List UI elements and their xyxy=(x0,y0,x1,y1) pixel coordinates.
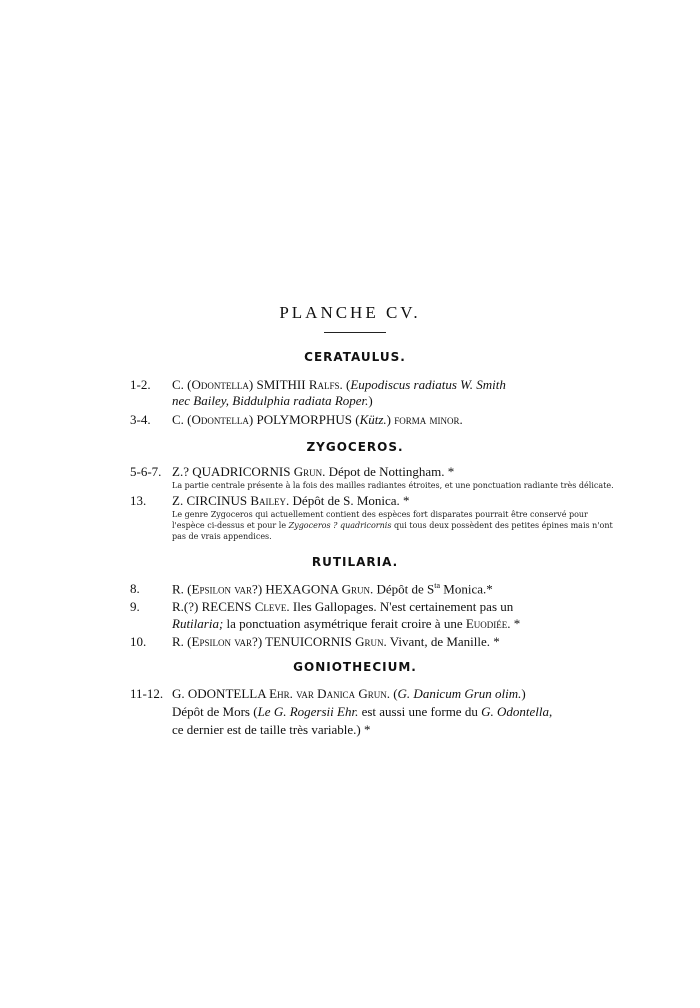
entry-number: 8. xyxy=(130,581,140,596)
entry-number: 10. xyxy=(130,634,147,649)
entry-note: l'espèce ci-dessus et pour le Zygoceros ? quadricornis qui tous deux possèdent des petites épines mais n'ont xyxy=(172,521,613,530)
entry-note: La partie centrale présente à la fois des mailles radiantes étroites, et une ponctuation radiante très délicate. xyxy=(172,481,614,490)
entry-text-continued: nec Bailey, Biddulphia radiata Roper.) xyxy=(172,393,373,408)
section-heading-rutilaria: RUTILARIA. xyxy=(311,555,399,569)
section-heading-zygoceros: ZYGOCEROS. xyxy=(306,440,404,454)
entry-text: R. (Epsilon var?) HEXAGONA Grun. Dépôt de $S^{ta}$ Monica.* xyxy=(172,581,493,597)
entry-text: Z. CIRCINUS Bailey. Dépôt de S. Monica. * xyxy=(172,493,410,508)
entry-number: 13. xyxy=(130,493,147,508)
entry-number: 3-4. xyxy=(130,412,151,427)
entry-number: 5-6-7. xyxy=(130,464,162,479)
plate-title: PLANCHE CV. xyxy=(279,303,421,322)
entry-text: Z.? QUADRICORNIS Grun. Dépot de Nottingham. * xyxy=(172,464,455,479)
entry-text: C. (Odontella) POLYMORPHUS (Kütz.) forma minor. xyxy=(172,412,463,427)
entry-text-continued: ce dernier est de taille très variable.) * xyxy=(172,722,371,737)
entry-text: C. (Odontella) SMITHII Ralfs. (Eupodiscus radiatus W. Smith xyxy=(172,377,506,392)
section-heading-cerataulus: CERATAULUS. xyxy=(304,350,406,364)
title-rule xyxy=(324,332,386,333)
entry-number: 11-12. xyxy=(130,686,164,701)
entry-text: R. (Epsilon var?) TENUICORNIS Grun. Vivant, de Manille. * xyxy=(172,634,500,649)
entry-note: pas de vrais appendices. xyxy=(172,532,272,541)
entry-number: 1-2. xyxy=(130,377,151,392)
section-heading-goniothecium: GONIOTHECIUM. xyxy=(293,660,417,674)
entry-text-continued: Rutilaria; la ponctuation asymétrique ferait croire à une Euodiée. * xyxy=(172,616,521,631)
entry-text: R.(?) RECENS Cleve. Iles Gallopages. N'est certainement pas un xyxy=(172,599,514,614)
entry-text: G. ODONTELLA Ehr. var Danica Grun. (G. Danicum Grun olim.) xyxy=(172,686,526,701)
entry-text-continued: Dépôt de Mors (Le G. Rogersii Ehr. est aussi une forme du G. Odontella, xyxy=(172,704,553,719)
entry-number: 9. xyxy=(130,599,140,614)
entry-note: Le genre Zygoceros qui actuellement contient des espèces fort disparates pourrait être conservé pour xyxy=(172,510,588,519)
